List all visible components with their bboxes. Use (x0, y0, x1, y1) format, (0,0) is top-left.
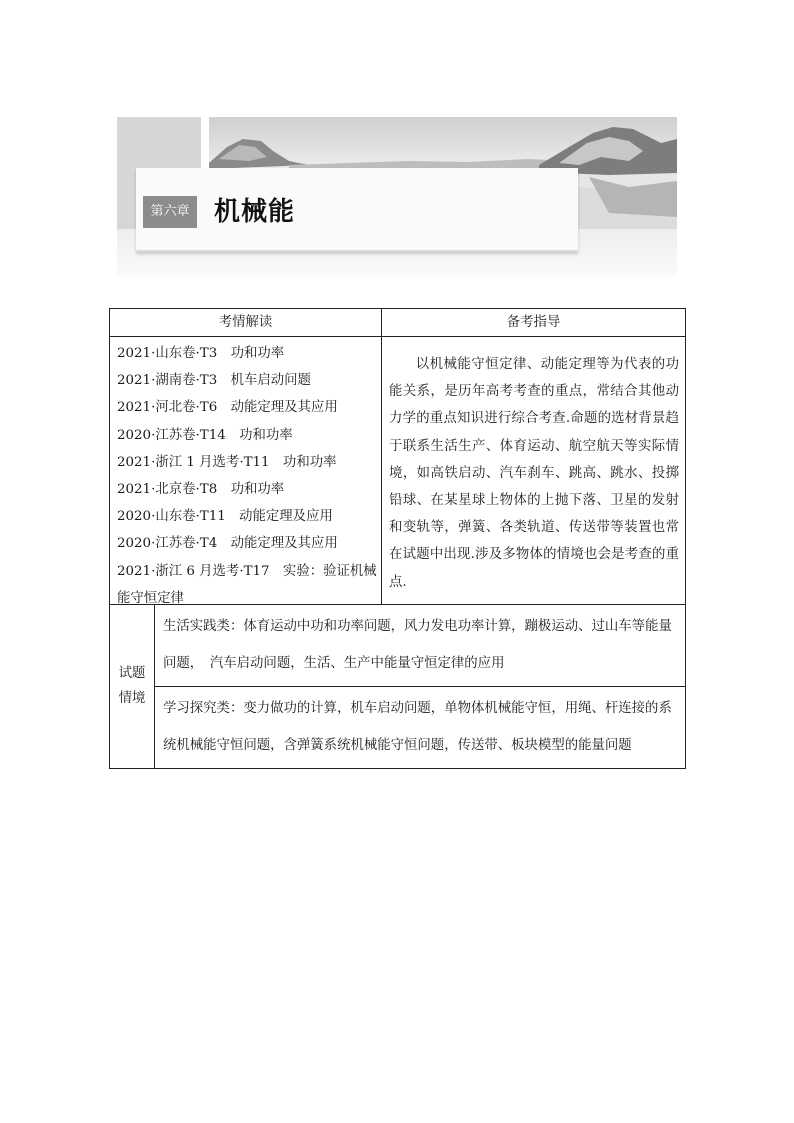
col-header-exam-analysis: 考情解读 (110, 309, 382, 337)
list-item: 2021·山东卷·T3 功和功率 (117, 346, 285, 361)
situation-life-title: 生活实践类： (163, 618, 244, 634)
situation-row-life (110, 604, 686, 686)
situation-label (110, 604, 155, 768)
list-item: 2021·湖南卷·T3 机车启动问题 (117, 373, 311, 389)
list-item: 2021·北京卷·T8 功和功率 (117, 481, 285, 497)
chapter-badge: 第六章 (143, 196, 197, 228)
situation-life-cell (155, 604, 686, 686)
exam-analysis-table (109, 308, 686, 769)
list-item: 2020·山东卷·T11 动能定理及应用 (117, 509, 333, 525)
chapter-banner (117, 117, 677, 277)
chapter-title: 机械能 (214, 197, 296, 227)
list-item: 2020·江苏卷·T14 功和功率 (117, 427, 293, 443)
prep-guide-text: 以机械能守恒定律、动能定理等为代表的功能关系，是历年高考考查的重点，常结合其他动力学的重点知识进行综合考查.命题的选材背景趋于联系生活生产、体育运动、航空航天等实际情境，如高铁启动、汽车刹车、跳高、跳水、投掷铅球、在某星球上物体的上抛下落、卫星的发射和变轨等，弹簧、各类轨道、传送带等装置也常在试题中出现.涉及多物体的情境也会是考查的重点. (389, 357, 679, 590)
list-item: 2021·浙江 1 月选考·T11 功和功率 (117, 454, 337, 470)
situation-label-line: 试题 (118, 666, 146, 682)
situation-study-cell (155, 686, 686, 768)
chapter-title-card (136, 168, 578, 252)
list-item: 2021·河北卷·T6 动能定理及其应用 (117, 400, 338, 416)
prep-guide-cell (382, 337, 686, 605)
situation-study-text: 变力做功的计算，机车启动问题，单物体机械能守恒，用绳、杆连接的系统机械能守恒问题，含弹簧系统机械能守恒问题，传送带、板块模型的能量问题 (163, 700, 672, 753)
title-card-underline (136, 250, 578, 252)
table-header-row (110, 309, 686, 337)
situation-row-study (110, 686, 686, 768)
situation-life-text: 体育运动中功和功率问题，风力发电功率计算，蹦极运动、过山车等能量问题， 汽车启动问题，生活、生产中能量守恒定律的应用 (163, 618, 672, 671)
exam-list-cell (110, 337, 382, 605)
situation-study-title: 学习探究类： (163, 700, 244, 716)
situation-label-line: 情境 (118, 691, 146, 707)
col-header-prep-guide: 备考指导 (382, 309, 686, 337)
list-item: 2020·江苏卷·T4 动能定理及其应用 (117, 536, 338, 552)
list-item: 2021·浙江 6 月选考·T17 实验：验证机械能守恒定律 (117, 563, 377, 606)
table-content-row (110, 337, 686, 605)
